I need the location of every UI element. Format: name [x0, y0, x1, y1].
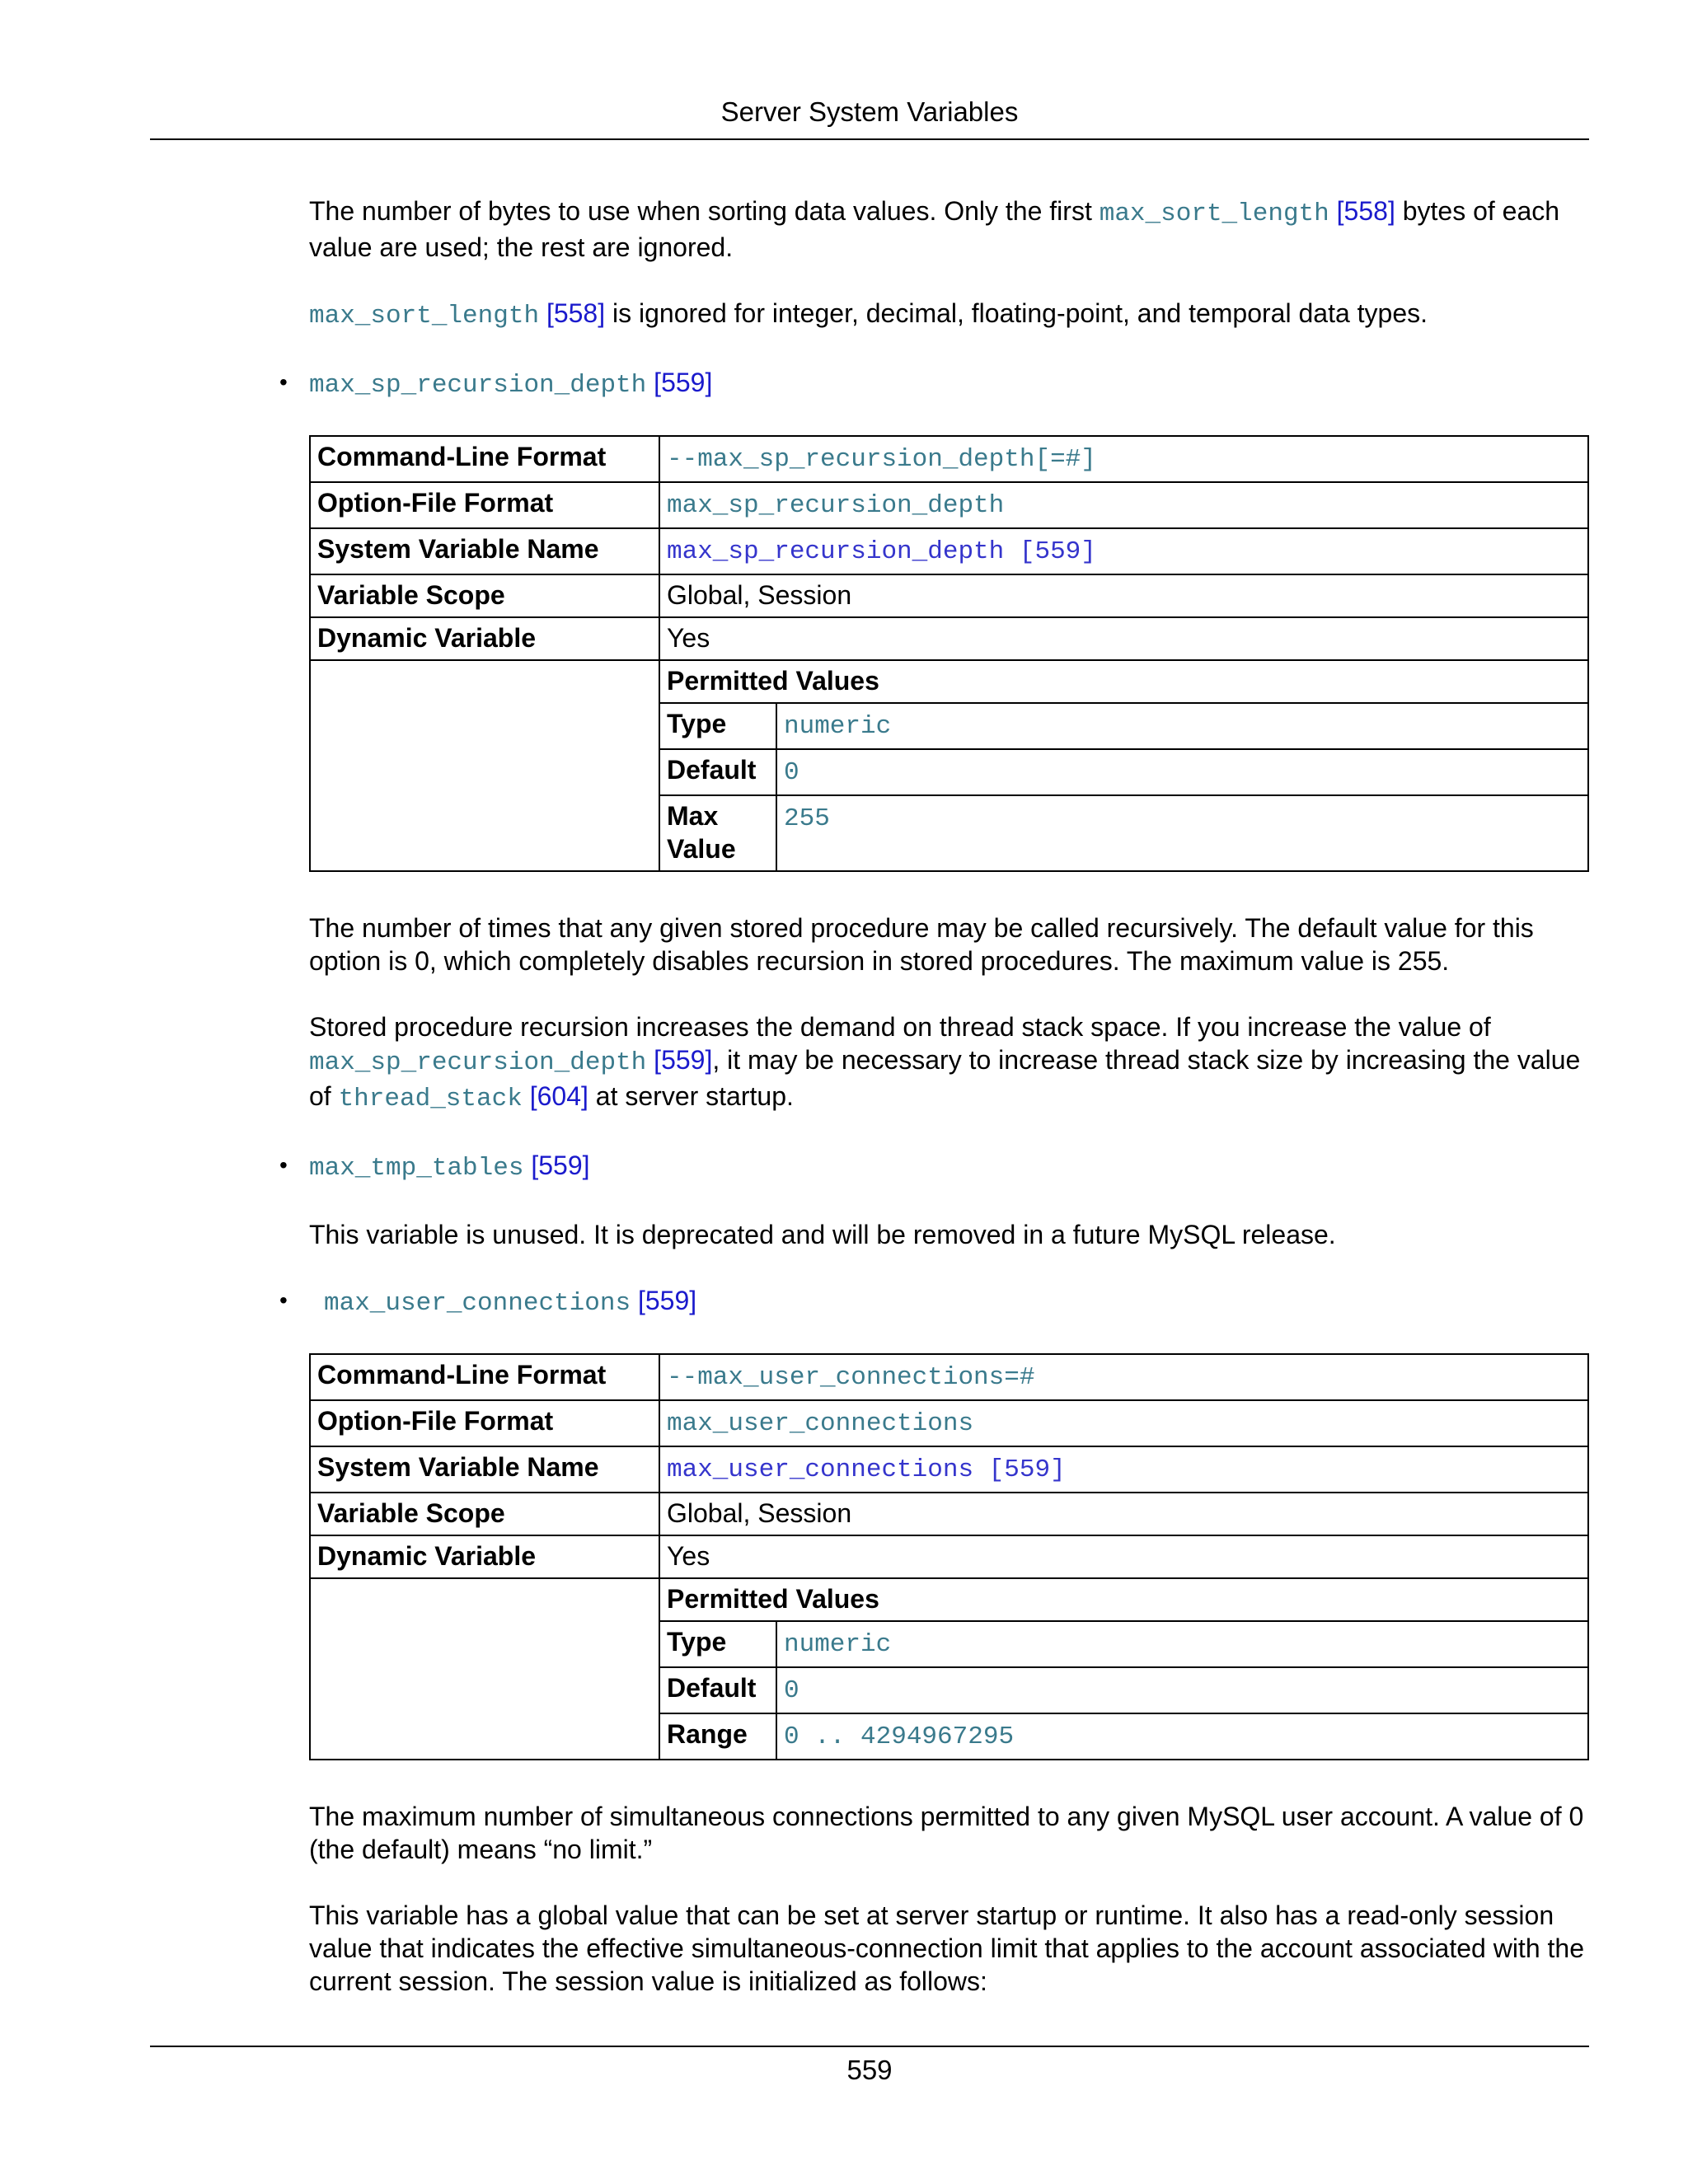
row-value [659, 528, 1588, 574]
row-label: System Variable Name [310, 1446, 659, 1493]
row-label: Option-File Format [310, 1400, 659, 1446]
option-file-value: max_sp_recursion_depth [667, 491, 1005, 520]
permitted-label: Type [660, 1621, 776, 1667]
code-max-sort-length[interactable]: max_sort_length [309, 302, 540, 330]
code-thread-stack[interactable]: thread_stack [338, 1085, 523, 1113]
permitted-value [776, 795, 1587, 870]
table-row [310, 528, 1588, 574]
table-row [310, 1535, 1588, 1578]
cmdline-format-value: --max_user_connections=# [667, 1363, 1035, 1392]
table-row [310, 1400, 1588, 1446]
ref-link[interactable]: [604] [529, 1081, 588, 1111]
permitted-row [660, 1713, 1587, 1759]
system-variable-link[interactable]: max_user_connections [559] [667, 1455, 1066, 1484]
row-label: Command-Line Format [310, 436, 659, 482]
row-label: Variable Scope [310, 574, 659, 617]
desc-text: , it may be necessary to increase thread stack size by increasing the value of [309, 1045, 1581, 1111]
row-value [659, 1400, 1588, 1446]
permitted-row [660, 1667, 1587, 1713]
intro-paragraph-1 [309, 194, 1589, 264]
empty-cell [310, 660, 659, 871]
description-paragraph [309, 1010, 1589, 1116]
default-value: 0 [784, 758, 799, 787]
table-row [310, 1578, 1588, 1760]
row-label: Command-Line Format [310, 1354, 659, 1400]
row-label: Option-File Format [310, 482, 659, 528]
intro-paragraph-2 [309, 297, 1589, 333]
permitted-label: Type [660, 703, 776, 749]
permitted-values-cell [659, 660, 1588, 871]
row-label: System Variable Name [310, 528, 659, 574]
row-value [659, 482, 1588, 528]
permitted-value [776, 703, 1587, 749]
page-footer [150, 2046, 1589, 2088]
empty-cell [310, 1578, 659, 1760]
intro-text: The number of bytes to use when sorting data values. Only the first [309, 196, 1100, 226]
code-max-sp-recursion-depth[interactable]: max_sp_recursion_depth [309, 1048, 647, 1077]
permitted-row [660, 703, 1587, 749]
permitted-label: Default [660, 1667, 776, 1713]
permitted-value [776, 1621, 1587, 1667]
table-row [310, 436, 1588, 482]
permitted-label: Max Value [660, 795, 776, 870]
permitted-row [660, 749, 1587, 795]
type-value: numeric [784, 712, 892, 741]
table-row [310, 574, 1588, 617]
permitted-label: Range [660, 1713, 776, 1759]
option-file-value: max_user_connections [667, 1409, 974, 1438]
permitted-row [660, 1621, 1587, 1667]
code-max-sp-recursion-depth[interactable]: max_sp_recursion_depth [309, 371, 647, 400]
description-paragraph: This variable is unused. It is deprecated and will be removed in a future MySQL release. [309, 1220, 1336, 1249]
table-row [310, 482, 1588, 528]
row-value: Global, Session [659, 1493, 1588, 1535]
permitted-heading-row [660, 661, 1587, 703]
code-max-user-connections[interactable]: max_user_connections [324, 1289, 631, 1318]
table-row [310, 617, 1588, 660]
ref-link[interactable]: [559] [637, 1286, 697, 1315]
bullet-max-sp-recursion-depth [279, 366, 1589, 402]
ref-link[interactable]: [559] [654, 368, 713, 397]
ref-link[interactable]: [559] [654, 1045, 713, 1075]
table-row [310, 660, 1588, 871]
ref-link[interactable]: [559] [531, 1151, 590, 1180]
row-value [659, 436, 1588, 482]
intro-text: is ignored for integer, decimal, floating-point, and temporal data types. [605, 298, 1428, 328]
bullet-max-tmp-tables [279, 1149, 1589, 1185]
bullet-icon: • [279, 1152, 288, 1178]
row-label: Dynamic Variable [310, 1535, 659, 1578]
permitted-heading-row [660, 1579, 1587, 1621]
permitted-values-heading: Permitted Values [667, 666, 879, 696]
table-row [310, 1446, 1588, 1493]
permitted-row [660, 795, 1587, 870]
table-row [310, 1354, 1588, 1400]
row-value: Yes [659, 617, 1588, 660]
default-value: 0 [784, 1676, 799, 1705]
type-value: numeric [784, 1630, 892, 1659]
permitted-value [776, 1713, 1587, 1759]
row-label: Variable Scope [310, 1493, 659, 1535]
description-paragraph: This variable has a global value that can be set at server startup or runtime. It also has a read-only session value that indicates the effective simultaneous-connection limit that applies to the account associated with the current session. The session value is initialized as follows: [309, 1900, 1584, 1996]
permitted-label: Default [660, 749, 776, 795]
description-paragraph: The maximum number of simultaneous connections permitted to any given MySQL user account. A value of 0 (the default) means “no limit.” [309, 1802, 1584, 1864]
var-table-max-user-connections [309, 1353, 1589, 1760]
system-variable-link[interactable]: max_sp_recursion_depth [559] [667, 537, 1096, 566]
max-value: 255 [784, 804, 830, 833]
permitted-values-heading: Permitted Values [667, 1584, 879, 1614]
code-max-tmp-tables[interactable]: max_tmp_tables [309, 1154, 524, 1183]
row-value: Yes [659, 1535, 1588, 1578]
desc-text: Stored procedure recursion increases the demand on thread stack space. If you increase the value of [309, 1012, 1491, 1042]
ref-link[interactable]: [558] [1336, 196, 1395, 226]
row-label: Dynamic Variable [310, 617, 659, 660]
bullet-max-user-connections [279, 1284, 1589, 1320]
table-row [310, 1493, 1588, 1535]
permitted-values-cell [659, 1578, 1588, 1760]
bullet-icon: • [279, 1287, 288, 1313]
page-header [150, 92, 1589, 140]
var-table-max-sp-recursion-depth [309, 435, 1589, 872]
permitted-value [776, 1667, 1587, 1713]
row-value [659, 1446, 1588, 1493]
permitted-values-table [660, 1579, 1587, 1759]
intro-text: bytes of each value are used; the rest are ignored. [309, 196, 1560, 262]
page-content [279, 194, 1589, 2031]
permitted-values-table [660, 661, 1587, 870]
bullet-icon: • [279, 369, 288, 395]
desc-text: at server startup. [588, 1081, 794, 1111]
page-number: 559 [846, 2055, 893, 2085]
range-value: 0 .. 4294967295 [784, 1722, 1015, 1751]
row-value [659, 1354, 1588, 1400]
ref-link[interactable]: [558] [546, 298, 606, 328]
code-max-sort-length[interactable]: max_sort_length [1099, 199, 1329, 228]
description-paragraph: The number of times that any given stored procedure may be called recursively. The default value for this option is 0, which completely disables recursion in stored procedures. The maximum value is 255. [309, 913, 1534, 976]
page-header-title: Server System Variables [720, 96, 1019, 127]
permitted-value [776, 749, 1587, 795]
cmdline-format-value: --max_sp_recursion_depth[=#] [667, 445, 1096, 474]
row-value: Global, Session [659, 574, 1588, 617]
